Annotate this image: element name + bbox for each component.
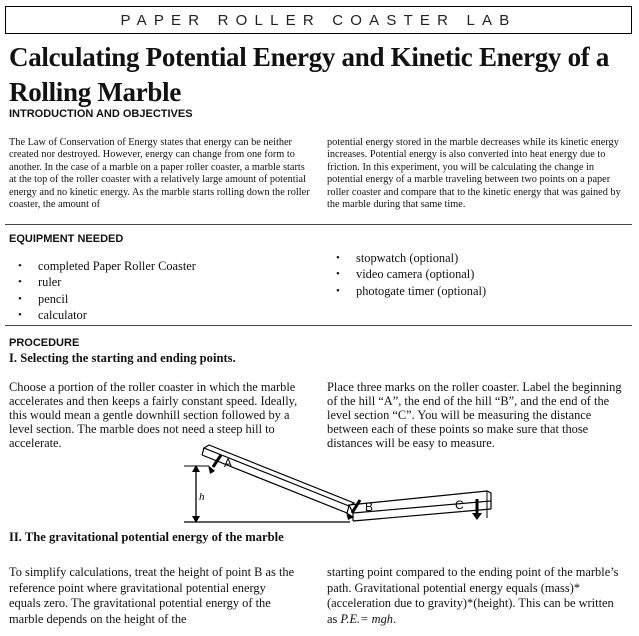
- section-1-title: I. Selecting the starting and ending points.: [9, 351, 236, 365]
- list-item: • completed Paper Roller Coaster: [9, 258, 309, 274]
- sloped-track: [204, 445, 354, 506]
- list-item: • photogate timer (optional): [327, 283, 627, 299]
- section-2-title: II. The gravitational potential energy of the marble: [9, 530, 284, 544]
- section-divider: [5, 325, 632, 326]
- section-1-left-paragraph: Choose a portion of the roller coaster in which the marble accelerates and then keeps a fairly constant speed. Ideally, this would mean a gentle downhill section followed by a level section. The marble does not need a steep hill to accelerate.: [9, 380, 298, 450]
- lab-banner: PAPER ROLLER COASTER LAB: [5, 6, 632, 34]
- equipment-heading: EQUIPMENT NEEDED: [9, 233, 124, 245]
- list-item: • ruler: [9, 274, 309, 290]
- height-label: h: [199, 491, 205, 503]
- label-c: C: [455, 498, 464, 512]
- intro-right-paragraph: potential energy stored in the marble decreases while its kinetic energy increases. Potential energy is also converted into heat energy due to friction. In this experiment, you will be calculating the change in potential energy of a marble traveling between two points on a paper roller coaster and compare that to the kinetic energy that was gained by the marble during that same time.: [327, 137, 621, 211]
- list-item: • calculator: [9, 307, 309, 323]
- page-title: Calculating Potential Energy and Kinetic Energy of a Rolling Marble: [9, 42, 610, 107]
- section-2-left-paragraph: To simplify calculations, treat the height of point B as the reference point where gravitational potential energy equals zero. The gravitational potential energy of the marble depends on the height of the: [9, 565, 295, 626]
- intro-heading: INTRODUCTION AND OBJECTIVES: [9, 108, 193, 120]
- intro-left-paragraph: The Law of Conservation of Energy states that energy can be neither created nor destroyed. However, energy can change from one form to another. In the case of a marble on a paper roller coaster, a marble starts at the top of the roller coaster with a relatively large amount of potential energy and no kinetic energy. As the marble starts rolling down the roller coaster, the amount of: [9, 137, 310, 211]
- label-a: A: [224, 456, 233, 470]
- list-item: • stopwatch (optional): [327, 250, 627, 266]
- list-item: • video camera (optional): [327, 266, 627, 282]
- section-2-right-paragraph: [327, 565, 627, 627]
- procedure-heading: PROCEDURE: [9, 337, 80, 349]
- pe-formula: P.E.= mgh: [340, 611, 393, 626]
- section-divider: [5, 224, 632, 225]
- section-1-right-paragraph: Place three marks on the roller coaster. Label the beginning of the hill “A”, the end of the hill “B”, and the end of the level section “C”. You will be measuring the distance between each of these points so make sure that those distances will be easy to measure.: [327, 380, 622, 450]
- list-item: • pencil: [9, 291, 309, 307]
- section-2-right-end: .: [392, 611, 397, 626]
- section-2-right-text: starting point compared to the ending point of the marble’s path. Gravitational potential energy equals (mass)*(acceleration due to gravity)*(height). This can be written as: [327, 565, 619, 626]
- label-b: B: [365, 500, 374, 514]
- roller-coaster-diagram: [180, 443, 500, 527]
- equipment-list-left: [9, 258, 309, 323]
- equipment-list-right: [327, 250, 627, 299]
